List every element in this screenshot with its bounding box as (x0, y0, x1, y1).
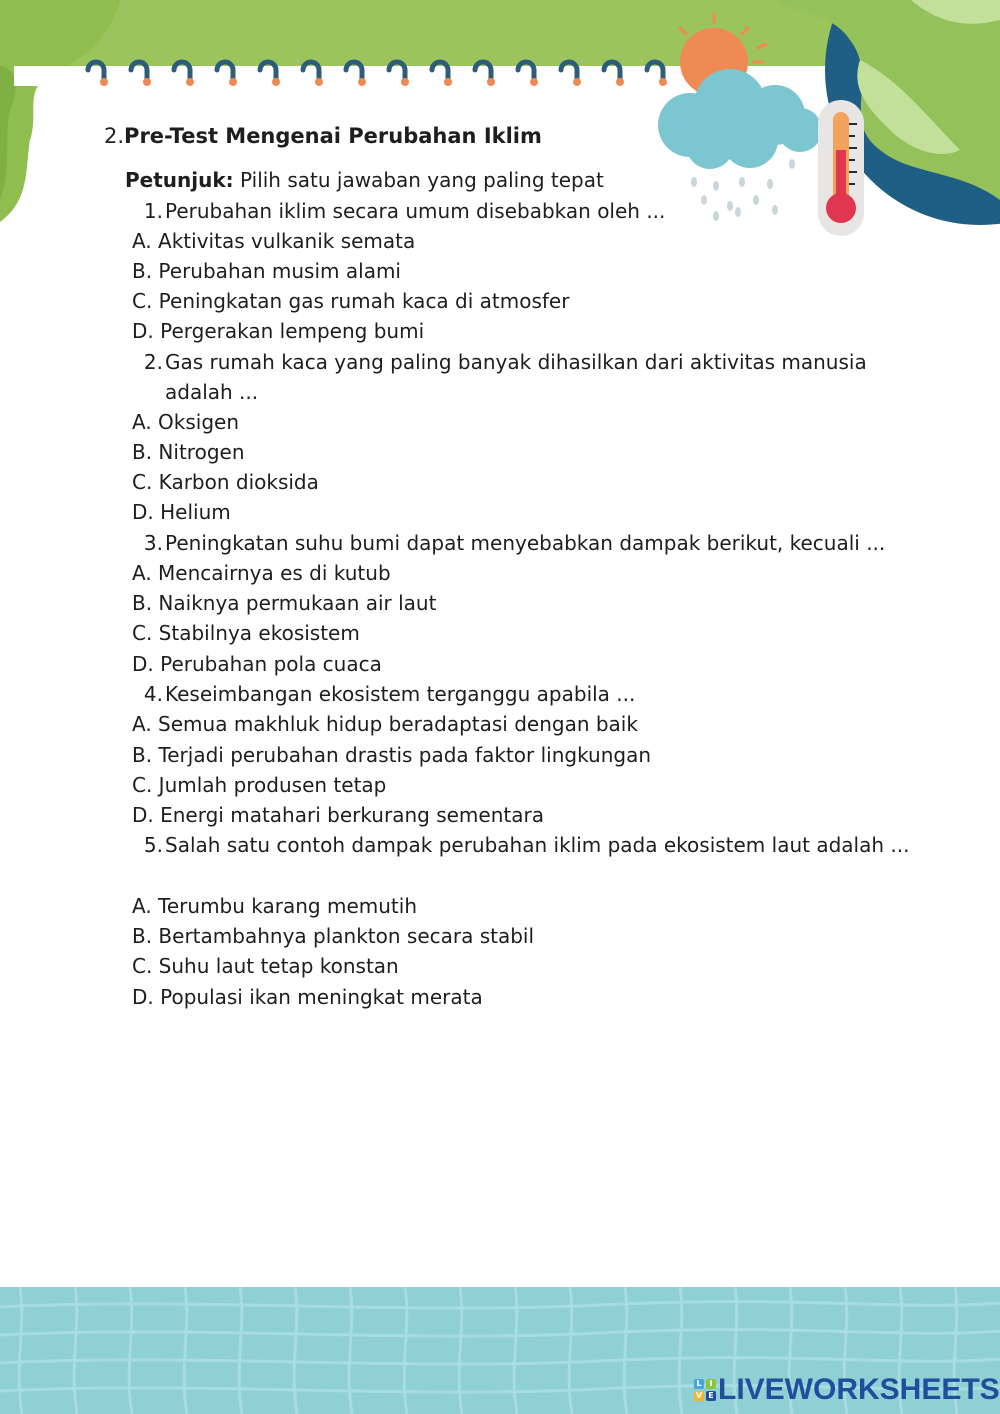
answer-option[interactable]: C. Karbon dioksida (132, 470, 319, 494)
answer-option[interactable]: B. Terjadi perubahan drastis pada faktor lingkungan (132, 743, 652, 767)
answer-option[interactable]: B. Bertambahnya plankton secara stabil (132, 924, 535, 948)
answer-option[interactable]: A. Mencairnya es di kutub (132, 561, 391, 585)
answer-option[interactable]: D. Perubahan pola cuaca (132, 652, 382, 676)
question-number: 2. (143, 350, 163, 374)
answer-option[interactable]: C. Suhu laut tetap konstan (132, 954, 399, 978)
left-leaf-blob (0, 0, 120, 222)
answer-option[interactable]: A. Semua makhluk hidup beradaptasi dengan baik (132, 712, 638, 736)
question-text: Salah satu contoh dampak perubahan iklim pada ekosistem laut adalah ... (165, 833, 910, 857)
page-title (104, 124, 542, 148)
title-text: Pre-Test Mengenai Perubahan Iklim (124, 124, 542, 148)
answer-option[interactable]: A. Oksigen (132, 410, 240, 434)
liveworksheets-brand-text: LIVEWORKSHEETS (718, 1373, 1000, 1406)
answer-option[interactable]: B. Naiknya permukaan air laut (132, 591, 437, 615)
instruction-label: Petunjuk: (125, 168, 234, 192)
answer-option[interactable]: D. Populasi ikan meningkat merata (132, 985, 483, 1009)
answer-option[interactable]: B. Perubahan musim alami (132, 259, 401, 283)
liveworksheets-logo-icon: L I V E (694, 1379, 716, 1401)
answer-option[interactable]: C. Peningkatan gas rumah kaca di atmosfer (132, 289, 570, 313)
question-text: Gas rumah kaca yang paling banyak dihasilkan dari aktivitas manusia adalah ... (165, 350, 867, 404)
question-text: Peningkatan suhu bumi dapat menyebabkan dampak berikut, kecuali ... (165, 531, 886, 555)
instruction (125, 168, 604, 192)
question-text: Keseimbangan ekosistem terganggu apabila ... (165, 682, 636, 706)
answer-option[interactable]: D. Energi matahari berkurang sementara (132, 803, 544, 827)
answer-option[interactable]: D. Pergerakan lempeng bumi (132, 319, 425, 343)
answer-option[interactable]: A. Terumbu karang memutih (132, 894, 417, 918)
answer-option[interactable]: B. Nitrogen (132, 440, 245, 464)
question-number: 3. (143, 531, 163, 555)
answer-option[interactable]: D. Helium (132, 500, 231, 524)
answer-option[interactable]: C. Stabilnya ekosistem (132, 621, 360, 645)
question-number: 5. (143, 833, 163, 857)
title-number: 2. (104, 124, 125, 148)
answer-option[interactable]: C. Jumlah produsen tetap (132, 773, 387, 797)
liveworksheets-logo[interactable] (694, 1373, 1000, 1407)
question-number: 1. (143, 199, 163, 223)
answer-option[interactable]: A. Aktivitas vulkanik semata (132, 229, 416, 253)
instruction-text: Pilih satu jawaban yang paling tepat (233, 168, 604, 192)
question-number: 4. (143, 682, 163, 706)
question-text: Perubahan iklim secara umum disebabkan oleh ... (165, 199, 666, 223)
